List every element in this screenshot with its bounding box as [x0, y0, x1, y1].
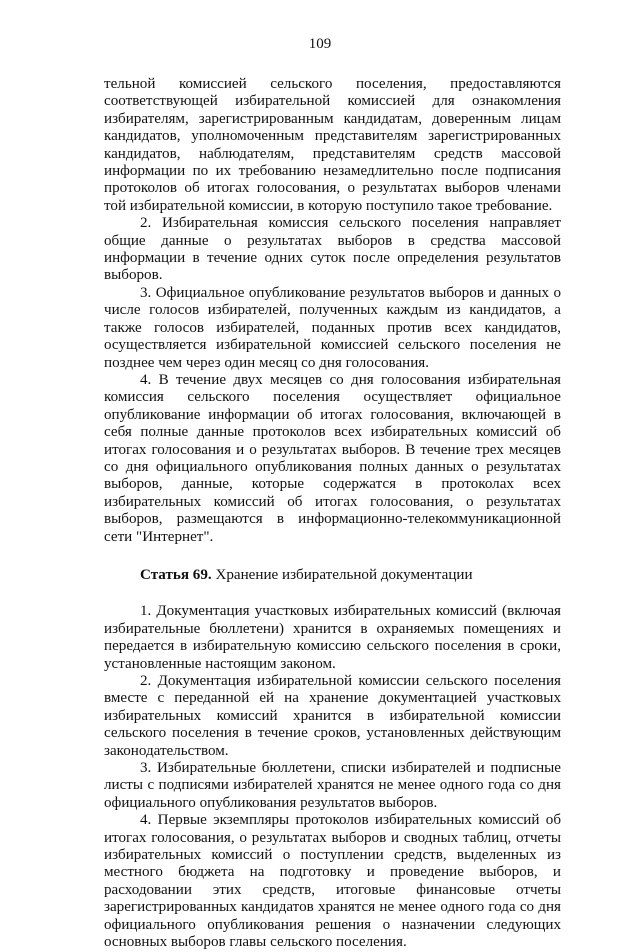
article-title: Хранение избирательной документации — [211, 566, 473, 583]
paragraph-2: 2. Избирательная комиссия сельского поселения направляет общие данные о результатах выборов в средства массовой информации в течение одних суток после определения результатов выборов. — [104, 215, 561, 284]
article-paragraph-4: 4. Первые экземпляры протоколов избирательных комиссий об итогах голосования, о результатах выборов и сводных таблиц, отчеты избирательных комиссий о поступлении средств, выделенных из местного бюджета на подготовку и проведение выборов, и расходовании этих средств, итоговые финансовые отчеты зарегистрированных кандидатов хранятся не менее одного года со дня официального опубликования решения о назначении следующих основных выборов главы сельского поселения. — [104, 812, 561, 951]
paragraph-continued: тельной комиссией сельского поселения, предоставляются соответствующей избирательной комиссией для ознакомления избирателям, зарегистрированным кандидатам, доверенным лицам кандидатов, уполномоченным представителям зарегистрированных кандидатов, наблюдателям, представителям средств массовой информации по их требованию незамедлительно после подписания протоколов об итогах голосования, о результатах выборов членами той избирательной комиссии, в которую поступило такое требование. — [104, 76, 561, 214]
article-number: Статья 69. — [140, 566, 212, 583]
paragraph-3: 3. Официальное опубликование результатов выборов и данных о числе голосов избирателей, полученных каждым из кандидатов, а также голосов избирателей, поданных против всех кандидатов, осуществляется избирательной комиссией сельского поселения не позднее чем через один месяц со дня голосования. — [104, 284, 561, 371]
document-body — [104, 76, 561, 952]
page-number: 109 — [308, 36, 332, 52]
paragraph-4: 4. В течение двух месяцев со дня голосования избирательная комиссия сельского поселения осуществляет официальное опубликование информации об итогах голосования, включающей в себя полные данные протоколов всех избирательных комиссий об итогах голосования и о результатах выборов. В течение трех месяцев со дня официального опубликования полных данных о результатах выборов, данные, которые содержатся в протоколах всех избирательных комиссий об итогах голосования, о результатах выборов, размещаются в информационно-телекоммуникационной сети "Интернет". — [104, 371, 561, 545]
article-paragraph-1: 1. Документация участковых избирательных комиссий (включая избирательные бюллетени) хранится в охраняемых помещениях и передается в избирательную комиссию сельского поселения в сроки, установленные настоящим законом. — [104, 603, 561, 672]
article-paragraph-2: 2. Документация избирательной комиссии сельского поселения вместе с переданной ей на хранение документацией участковых избирательных комиссий хранится в избирательной комиссии сельского поселения в течение сроков, установленных действующим законодательством. — [104, 673, 561, 759]
article-paragraph-3: 3. Избирательные бюллетени, списки избирателей и подписные листы с подписями избирателей хранятся не менее одного года со дня официального опубликования результатов выборов. — [104, 760, 561, 811]
article-heading — [104, 567, 561, 584]
